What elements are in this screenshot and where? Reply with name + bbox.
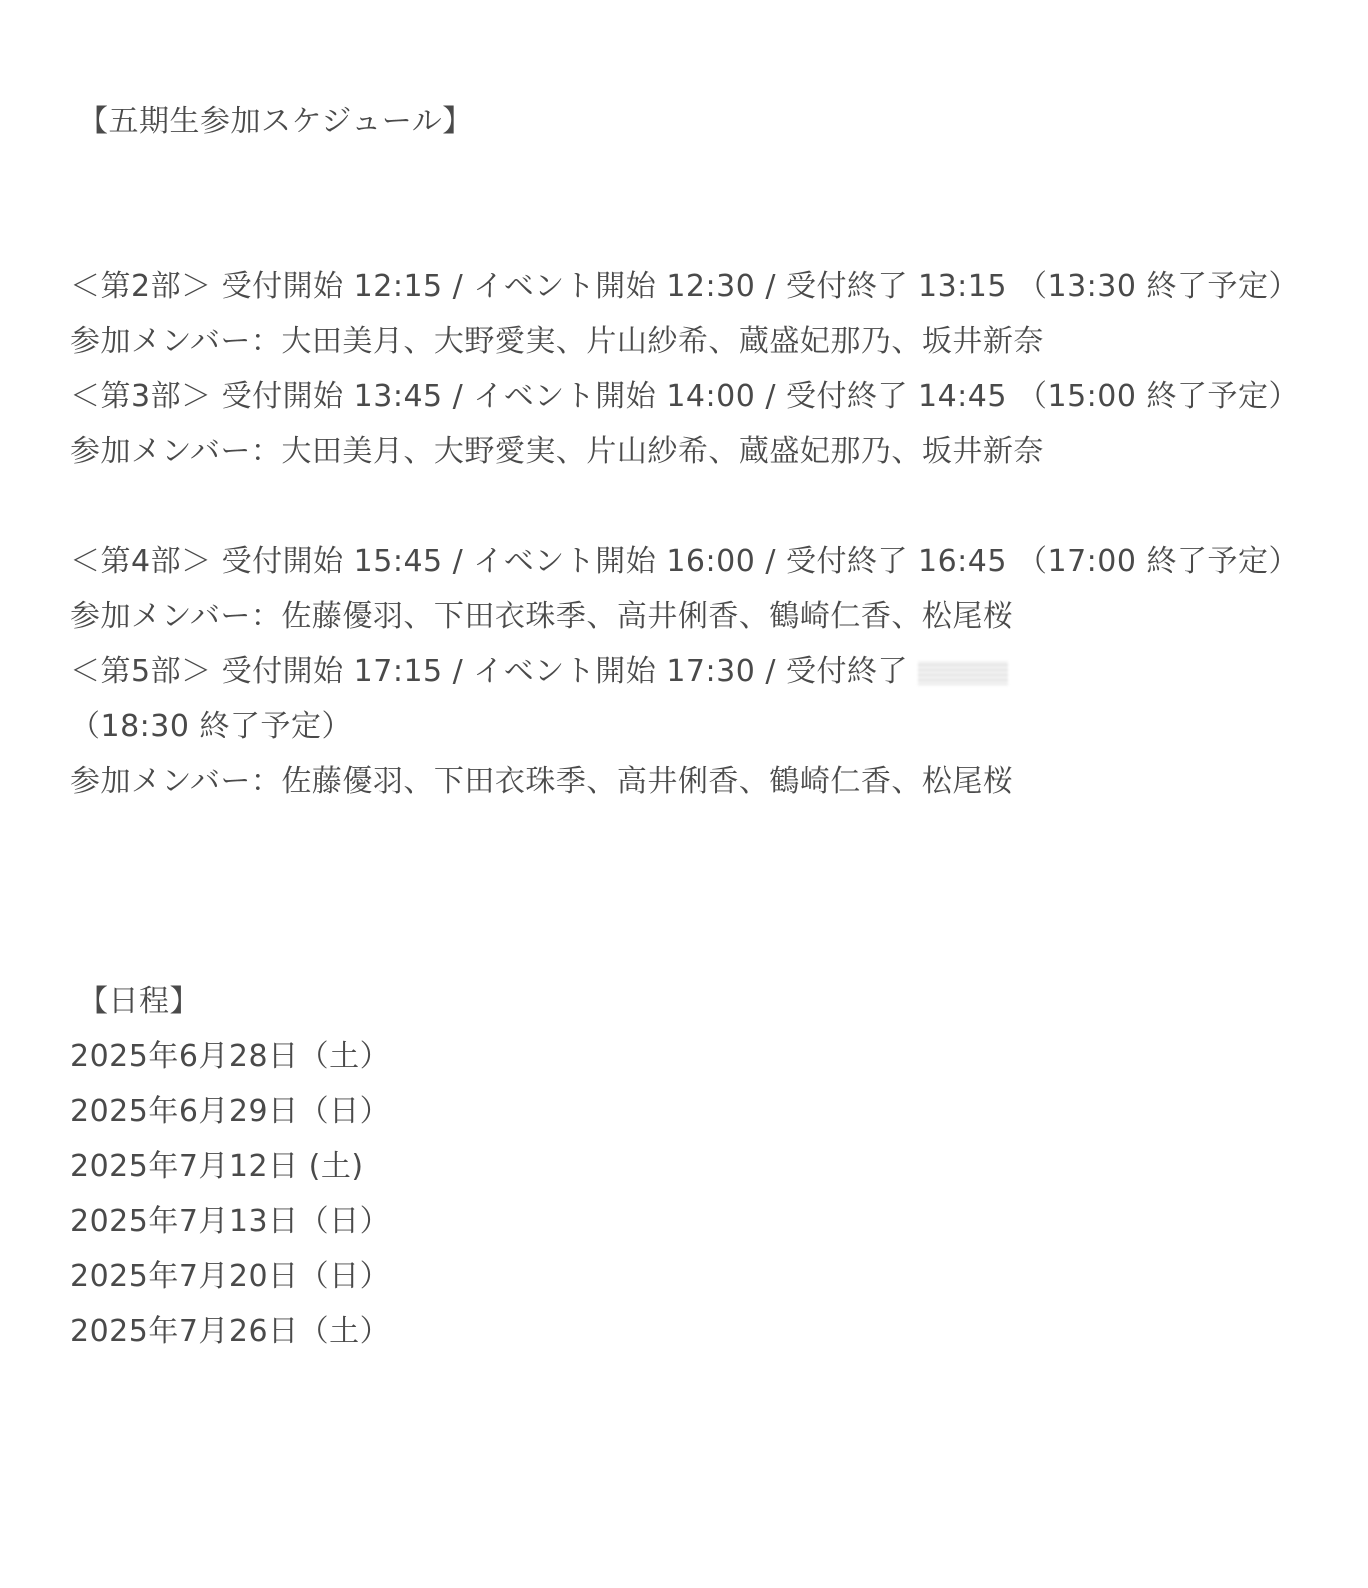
- part-3-members: 参加メンバー：大田美月、大野愛実、片山紗希、蔵盛妃那乃、坂井新奈: [70, 434, 1044, 469]
- date-item: 2025年7月13日（日）: [70, 1204, 391, 1239]
- part-2-times: ＜第2部＞ 受付開始 12:15 / イベント開始 12:30 / 受付終了 13:15 （13:30 終了予定）: [70, 269, 1299, 304]
- date-item: 2025年7月20日（日）: [70, 1259, 391, 1294]
- part-5-times: [70, 644, 1298, 754]
- date-list: [70, 1029, 1298, 1359]
- date-item: 2025年6月28日（土）: [70, 1039, 391, 1074]
- part-4-times: ＜第4部＞ 受付開始 15:45 / イベント開始 16:00 / 受付終了 16:45 （17:00 終了予定）: [70, 544, 1299, 579]
- part-5-times-end: （18:30 終了予定）: [70, 709, 352, 744]
- part-5-times-start: ＜第5部＞ 受付開始 17:15 / イベント開始 17:30 / 受付終了: [70, 654, 908, 689]
- blurred-region: [918, 661, 1008, 685]
- spacer: [70, 479, 1298, 534]
- part-3-times: ＜第3部＞ 受付開始 13:45 / イベント開始 14:00 / 受付終了 14:45 （15:00 終了予定）: [70, 379, 1299, 414]
- part-5-members: 参加メンバー：佐藤優羽、下田衣珠季、高井俐香、鶴崎仁香、松尾桜: [70, 764, 1014, 799]
- dates-heading: 【日程】: [78, 984, 200, 1019]
- spacer: [70, 149, 1298, 259]
- part-2-members: 参加メンバー：大田美月、大野愛実、片山紗希、蔵盛妃那乃、坂井新奈: [70, 324, 1044, 359]
- schedule-heading: 【五期生参加スケジュール】: [78, 104, 473, 139]
- date-item: 2025年6月29日（日）: [70, 1094, 391, 1129]
- date-item: 2025年7月26日（土）: [70, 1314, 391, 1349]
- spacer: [70, 809, 1298, 974]
- date-item: 2025年7月12日 (土): [70, 1149, 364, 1184]
- part-4-members: 参加メンバー：佐藤優羽、下田衣珠季、高井俐香、鶴崎仁香、松尾桜: [70, 599, 1014, 634]
- document-body: [70, 94, 1298, 1359]
